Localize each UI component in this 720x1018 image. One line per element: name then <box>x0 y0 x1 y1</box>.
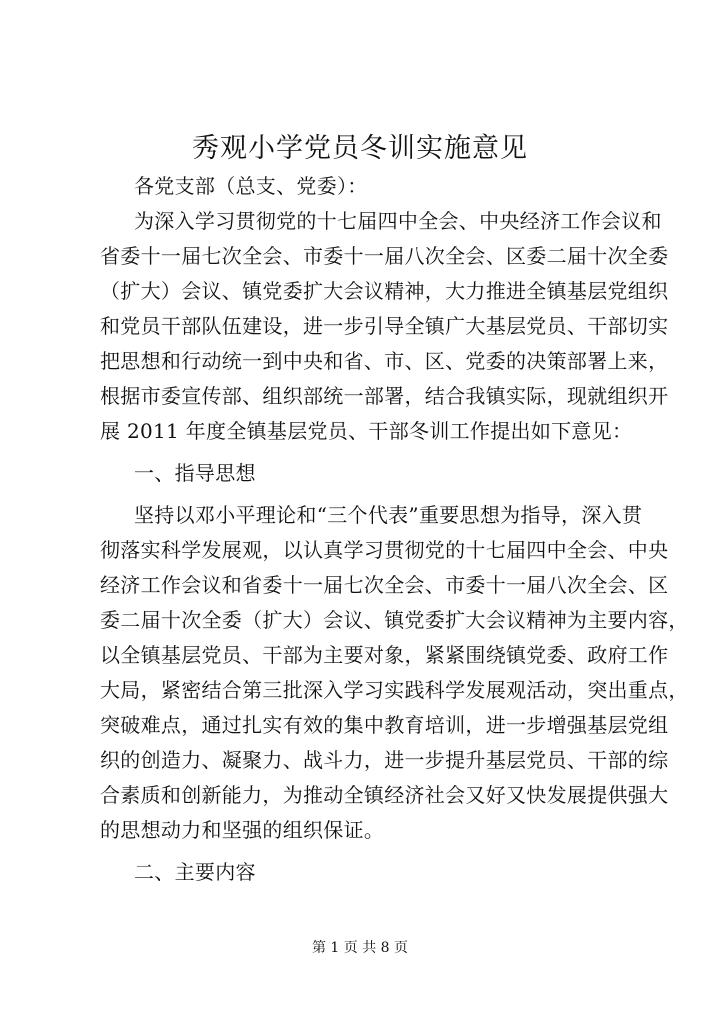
paragraph1-line: 展 2011 年度全镇基层党员、干部冬训工作提出如下意见： <box>100 419 633 443</box>
paragraph2-line: 彻落实科学发展观，以认真学习贯彻党的十七届四中全会、中央 <box>100 538 669 562</box>
paragraph1-line: 和党员干部队伍建设，进一步引导全镇广大基层党员、干部切实 <box>100 314 669 338</box>
page-footer: 第 1 页 共 8 页 <box>311 940 409 956</box>
paragraph1-line: 根据市委宣传部、组织部统一部署，结合我镇实际，现就组织开 <box>100 384 669 408</box>
paragraph1-line: 把思想和行动统一到中央和省、市、区、党委的决策部署上来， <box>100 349 669 373</box>
paragraph2-line: 突破难点，通过扎实有效的集中教育培训，进一步增强基层党组 <box>100 713 669 737</box>
paragraph1-line: （扩大）会议、镇党委扩大会议精神，大力推进全镇基层党组织 <box>100 279 669 303</box>
paragraph2-line: 合素质和创新能力，为推动全镇经济社会又好又快发展提供强大 <box>100 783 669 807</box>
document-title: 秀观小学党员冬训实施意见 <box>192 133 528 164</box>
salutation: 各党支部（总支、党委）： <box>134 174 368 198</box>
paragraph2-line: 委二届十次全委（扩大）会议、镇党委扩大会议精神为主要内容， <box>100 608 689 632</box>
paragraph1-line: 为深入学习贯彻党的十七届四中全会、中央经济工作会议和 <box>134 209 662 233</box>
paragraph2-line: 大局，紧密结合第三批深入学习实践科学发展观活动，突出重点， <box>100 678 689 702</box>
paragraph2-line: 经济工作会议和省委十一届七次全会、市委十一届八次全会、区 <box>100 573 669 597</box>
section-heading-1: 一、指导思想 <box>134 461 256 485</box>
paragraph2-line: 坚持以邓小平理论和“三个代表”重要思想为指导，深入贯 <box>134 503 643 527</box>
paragraph2-line: 的思想动力和坚强的组织保证。 <box>100 818 385 842</box>
paragraph2-line: 以全镇基层党员、干部为主要对象，紧紧围绕镇党委、政府工作 <box>100 643 669 667</box>
paragraph2-line: 织的创造力、凝聚力、战斗力，进一步提升基层党员、干部的综 <box>100 748 669 772</box>
section-heading-2: 二、主要内容 <box>134 860 256 884</box>
paragraph1-line: 省委十一届七次全会、市委十一届八次全会、区委二届十次全委 <box>100 244 669 268</box>
